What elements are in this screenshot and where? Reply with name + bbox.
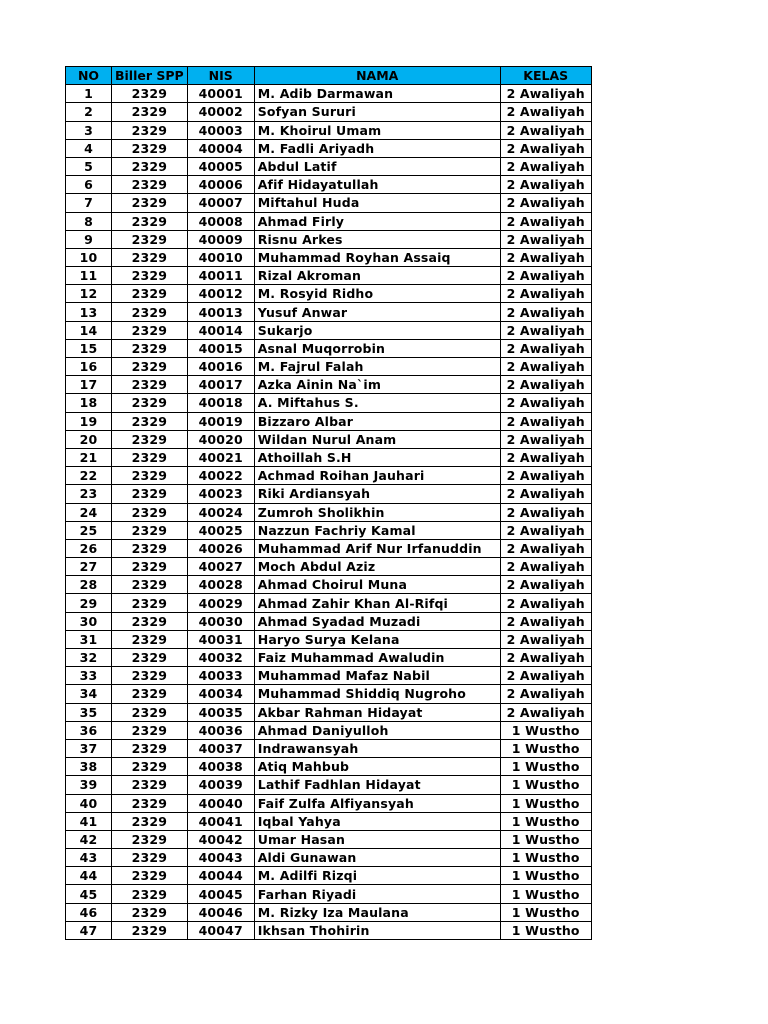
cell-nama: Ahmad Syadad Muzadi <box>254 612 500 630</box>
cell-no: 19 <box>66 412 112 430</box>
cell-nama: Aldi Gunawan <box>254 849 500 867</box>
cell-no: 41 <box>66 812 112 830</box>
cell-nama: Moch Abdul Aziz <box>254 558 500 576</box>
cell-kelas: 2 Awaliyah <box>500 412 591 430</box>
cell-kelas: 2 Awaliyah <box>500 430 591 448</box>
student-table <box>65 66 592 940</box>
cell-no: 30 <box>66 612 112 630</box>
cell-nis: 40028 <box>187 576 254 594</box>
cell-no: 25 <box>66 521 112 539</box>
cell-nis: 40046 <box>187 903 254 921</box>
cell-kelas: 2 Awaliyah <box>500 576 591 594</box>
table-row <box>66 157 592 175</box>
cell-nis: 40013 <box>187 303 254 321</box>
cell-nis: 40043 <box>187 849 254 867</box>
table-row <box>66 558 592 576</box>
cell-no: 29 <box>66 594 112 612</box>
table-row <box>66 248 592 266</box>
cell-nis: 40022 <box>187 467 254 485</box>
cell-kelas: 2 Awaliyah <box>500 630 591 648</box>
cell-nama: Riki Ardiansyah <box>254 485 500 503</box>
cell-no: 16 <box>66 358 112 376</box>
table-row <box>66 485 592 503</box>
cell-biller-spp: 2329 <box>112 412 188 430</box>
cell-nis: 40014 <box>187 321 254 339</box>
cell-no: 8 <box>66 212 112 230</box>
cell-nama: M. Adilfi Rizqi <box>254 867 500 885</box>
table-row <box>66 212 592 230</box>
cell-nama: Umar Hasan <box>254 830 500 848</box>
cell-kelas: 2 Awaliyah <box>500 521 591 539</box>
table-row <box>66 376 592 394</box>
cell-biller-spp: 2329 <box>112 121 188 139</box>
cell-nama: Faif Zulfa Alfiyansyah <box>254 794 500 812</box>
cell-kelas: 2 Awaliyah <box>500 339 591 357</box>
cell-nama: Akbar Rahman Hidayat <box>254 703 500 721</box>
cell-biller-spp: 2329 <box>112 649 188 667</box>
cell-biller-spp: 2329 <box>112 448 188 466</box>
cell-no: 38 <box>66 758 112 776</box>
cell-kelas: 1 Wustho <box>500 885 591 903</box>
cell-nama: Indrawansyah <box>254 739 500 757</box>
cell-no: 21 <box>66 448 112 466</box>
cell-no: 45 <box>66 885 112 903</box>
cell-nama: Sukarjo <box>254 321 500 339</box>
cell-nama: Zumroh Sholikhin <box>254 503 500 521</box>
cell-no: 22 <box>66 467 112 485</box>
cell-kelas: 2 Awaliyah <box>500 703 591 721</box>
table-row <box>66 776 592 794</box>
cell-kelas: 1 Wustho <box>500 921 591 939</box>
cell-no: 5 <box>66 157 112 175</box>
cell-no: 39 <box>66 776 112 794</box>
cell-biller-spp: 2329 <box>112 521 188 539</box>
table-row <box>66 830 592 848</box>
cell-nis: 40032 <box>187 649 254 667</box>
table-row <box>66 430 592 448</box>
cell-biller-spp: 2329 <box>112 812 188 830</box>
cell-nis: 40026 <box>187 539 254 557</box>
cell-biller-spp: 2329 <box>112 685 188 703</box>
cell-nis: 40030 <box>187 612 254 630</box>
cell-no: 23 <box>66 485 112 503</box>
cell-nis: 40019 <box>187 412 254 430</box>
table-row <box>66 594 592 612</box>
table-row <box>66 521 592 539</box>
cell-kelas: 2 Awaliyah <box>500 157 591 175</box>
cell-nis: 40033 <box>187 667 254 685</box>
cell-biller-spp: 2329 <box>112 358 188 376</box>
cell-kelas: 2 Awaliyah <box>500 467 591 485</box>
cell-biller-spp: 2329 <box>112 321 188 339</box>
cell-biller-spp: 2329 <box>112 849 188 867</box>
cell-nis: 40029 <box>187 594 254 612</box>
cell-nis: 40009 <box>187 230 254 248</box>
cell-no: 33 <box>66 667 112 685</box>
table-row <box>66 358 592 376</box>
cell-nama: Ahmad Zahir Khan Al-Rifqi <box>254 594 500 612</box>
header-nis: NIS <box>187 67 254 85</box>
cell-nama: Athoillah S.H <box>254 448 500 466</box>
cell-nama: Iqbal Yahya <box>254 812 500 830</box>
cell-kelas: 2 Awaliyah <box>500 321 591 339</box>
cell-nama: Atiq Mahbub <box>254 758 500 776</box>
cell-nama: A. Miftahus S. <box>254 394 500 412</box>
cell-nama: M. Fajrul Falah <box>254 358 500 376</box>
cell-nama: M. Adib Darmawan <box>254 85 500 103</box>
cell-biller-spp: 2329 <box>112 248 188 266</box>
cell-kelas: 2 Awaliyah <box>500 358 591 376</box>
cell-kelas: 2 Awaliyah <box>500 612 591 630</box>
cell-kelas: 2 Awaliyah <box>500 503 591 521</box>
cell-nis: 40025 <box>187 521 254 539</box>
header-nama: NAMA <box>254 67 500 85</box>
cell-kelas: 1 Wustho <box>500 812 591 830</box>
cell-nama: Muhammad Arif Nur Irfanuddin <box>254 539 500 557</box>
cell-biller-spp: 2329 <box>112 630 188 648</box>
cell-kelas: 2 Awaliyah <box>500 139 591 157</box>
table-body <box>66 85 592 940</box>
cell-kelas: 2 Awaliyah <box>500 448 591 466</box>
cell-nis: 40018 <box>187 394 254 412</box>
cell-biller-spp: 2329 <box>112 267 188 285</box>
header-row <box>66 67 592 85</box>
cell-no: 10 <box>66 248 112 266</box>
cell-kelas: 1 Wustho <box>500 794 591 812</box>
cell-no: 1 <box>66 85 112 103</box>
cell-biller-spp: 2329 <box>112 467 188 485</box>
cell-no: 20 <box>66 430 112 448</box>
cell-nama: Nazzun Fachriy Kamal <box>254 521 500 539</box>
cell-kelas: 2 Awaliyah <box>500 394 591 412</box>
table-row <box>66 539 592 557</box>
cell-nama: Afif Hidayatullah <box>254 176 500 194</box>
cell-biller-spp: 2329 <box>112 230 188 248</box>
cell-nis: 40005 <box>187 157 254 175</box>
cell-nis: 40024 <box>187 503 254 521</box>
cell-nis: 40004 <box>187 139 254 157</box>
cell-nama: Ahmad Daniyulloh <box>254 721 500 739</box>
cell-nis: 40010 <box>187 248 254 266</box>
cell-no: 35 <box>66 703 112 721</box>
cell-nis: 40001 <box>187 85 254 103</box>
table-row <box>66 267 592 285</box>
cell-no: 18 <box>66 394 112 412</box>
cell-kelas: 2 Awaliyah <box>500 649 591 667</box>
cell-biller-spp: 2329 <box>112 594 188 612</box>
table-row <box>66 758 592 776</box>
cell-nama: Muhammad Mafaz Nabil <box>254 667 500 685</box>
cell-nis: 40007 <box>187 194 254 212</box>
cell-kelas: 1 Wustho <box>500 830 591 848</box>
cell-no: 28 <box>66 576 112 594</box>
cell-nama: Risnu Arkes <box>254 230 500 248</box>
cell-kelas: 2 Awaliyah <box>500 176 591 194</box>
cell-nis: 40041 <box>187 812 254 830</box>
cell-no: 42 <box>66 830 112 848</box>
cell-no: 7 <box>66 194 112 212</box>
header-biller-spp: Biller SPP <box>112 67 188 85</box>
cell-nama: Ahmad Firly <box>254 212 500 230</box>
table-row <box>66 703 592 721</box>
cell-nama: Sofyan Sururi <box>254 103 500 121</box>
cell-no: 36 <box>66 721 112 739</box>
cell-nis: 40034 <box>187 685 254 703</box>
cell-biller-spp: 2329 <box>112 376 188 394</box>
cell-kelas: 1 Wustho <box>500 758 591 776</box>
table-row <box>66 321 592 339</box>
cell-biller-spp: 2329 <box>112 794 188 812</box>
table-row <box>66 412 592 430</box>
cell-biller-spp: 2329 <box>112 85 188 103</box>
cell-kelas: 2 Awaliyah <box>500 248 591 266</box>
cell-no: 15 <box>66 339 112 357</box>
cell-nis: 40020 <box>187 430 254 448</box>
cell-no: 13 <box>66 303 112 321</box>
cell-nis: 40031 <box>187 630 254 648</box>
cell-nama: Bizzaro Albar <box>254 412 500 430</box>
cell-nis: 40021 <box>187 448 254 466</box>
cell-nama: Farhan Riyadi <box>254 885 500 903</box>
cell-nama: Lathif Fadhlan Hidayat <box>254 776 500 794</box>
cell-nis: 40003 <box>187 121 254 139</box>
table-row <box>66 685 592 703</box>
cell-biller-spp: 2329 <box>112 194 188 212</box>
cell-no: 6 <box>66 176 112 194</box>
cell-biller-spp: 2329 <box>112 830 188 848</box>
cell-no: 9 <box>66 230 112 248</box>
cell-biller-spp: 2329 <box>112 776 188 794</box>
header-kelas: KELAS <box>500 67 591 85</box>
cell-kelas: 2 Awaliyah <box>500 685 591 703</box>
cell-nama: M. Rosyid Ridho <box>254 285 500 303</box>
cell-kelas: 2 Awaliyah <box>500 539 591 557</box>
table-row <box>66 230 592 248</box>
cell-biller-spp: 2329 <box>112 867 188 885</box>
cell-kelas: 2 Awaliyah <box>500 558 591 576</box>
table-row <box>66 176 592 194</box>
cell-nis: 40042 <box>187 830 254 848</box>
cell-kelas: 2 Awaliyah <box>500 667 591 685</box>
cell-nama: Ikhsan Thohirin <box>254 921 500 939</box>
table-row <box>66 576 592 594</box>
cell-kelas: 1 Wustho <box>500 739 591 757</box>
cell-nis: 40037 <box>187 739 254 757</box>
cell-kelas: 2 Awaliyah <box>500 594 591 612</box>
cell-kelas: 1 Wustho <box>500 849 591 867</box>
cell-nis: 40008 <box>187 212 254 230</box>
cell-biller-spp: 2329 <box>112 157 188 175</box>
cell-biller-spp: 2329 <box>112 394 188 412</box>
cell-nis: 40017 <box>187 376 254 394</box>
cell-biller-spp: 2329 <box>112 212 188 230</box>
cell-nis: 40011 <box>187 267 254 285</box>
cell-kelas: 2 Awaliyah <box>500 212 591 230</box>
cell-no: 24 <box>66 503 112 521</box>
cell-nama: Muhammad Royhan Assaiq <box>254 248 500 266</box>
cell-kelas: 2 Awaliyah <box>500 303 591 321</box>
cell-nama: M. Rizky Iza Maulana <box>254 903 500 921</box>
cell-no: 17 <box>66 376 112 394</box>
table-row <box>66 794 592 812</box>
table-row <box>66 394 592 412</box>
table-row <box>66 812 592 830</box>
cell-no: 14 <box>66 321 112 339</box>
cell-nama: Ahmad Choirul Muna <box>254 576 500 594</box>
cell-nis: 40047 <box>187 921 254 939</box>
cell-biller-spp: 2329 <box>112 285 188 303</box>
table-row <box>66 867 592 885</box>
table-row <box>66 630 592 648</box>
cell-nis: 40045 <box>187 885 254 903</box>
cell-nama: M. Khoirul Umam <box>254 121 500 139</box>
cell-nis: 40036 <box>187 721 254 739</box>
cell-nis: 40035 <box>187 703 254 721</box>
cell-biller-spp: 2329 <box>112 921 188 939</box>
cell-nis: 40038 <box>187 758 254 776</box>
table-row <box>66 85 592 103</box>
cell-biller-spp: 2329 <box>112 758 188 776</box>
cell-nis: 40012 <box>187 285 254 303</box>
cell-kelas: 2 Awaliyah <box>500 267 591 285</box>
cell-nama: Achmad Roihan Jauhari <box>254 467 500 485</box>
cell-no: 3 <box>66 121 112 139</box>
table-row <box>66 649 592 667</box>
table-row <box>66 503 592 521</box>
cell-biller-spp: 2329 <box>112 721 188 739</box>
cell-no: 43 <box>66 849 112 867</box>
table-row <box>66 121 592 139</box>
cell-nama: M. Fadli Ariyadh <box>254 139 500 157</box>
cell-nis: 40023 <box>187 485 254 503</box>
cell-no: 4 <box>66 139 112 157</box>
cell-kelas: 2 Awaliyah <box>500 230 591 248</box>
cell-nama: Abdul Latif <box>254 157 500 175</box>
cell-nis: 40039 <box>187 776 254 794</box>
table-row <box>66 303 592 321</box>
table-row <box>66 739 592 757</box>
cell-nama: Yusuf Anwar <box>254 303 500 321</box>
cell-nis: 40027 <box>187 558 254 576</box>
table-row <box>66 849 592 867</box>
cell-biller-spp: 2329 <box>112 612 188 630</box>
cell-no: 2 <box>66 103 112 121</box>
cell-biller-spp: 2329 <box>112 576 188 594</box>
cell-nama: Miftahul Huda <box>254 194 500 212</box>
table-row <box>66 921 592 939</box>
cell-nis: 40040 <box>187 794 254 812</box>
cell-biller-spp: 2329 <box>112 176 188 194</box>
cell-no: 12 <box>66 285 112 303</box>
cell-nama: Azka Ainin Na`im <box>254 376 500 394</box>
cell-no: 31 <box>66 630 112 648</box>
table-row <box>66 194 592 212</box>
cell-kelas: 1 Wustho <box>500 721 591 739</box>
cell-nama: Muhammad Shiddiq Nugroho <box>254 685 500 703</box>
cell-no: 37 <box>66 739 112 757</box>
cell-biller-spp: 2329 <box>112 667 188 685</box>
table-row <box>66 667 592 685</box>
cell-no: 27 <box>66 558 112 576</box>
header-no: NO <box>66 67 112 85</box>
table-row <box>66 103 592 121</box>
cell-nis: 40044 <box>187 867 254 885</box>
table-row <box>66 285 592 303</box>
table-row <box>66 612 592 630</box>
cell-nis: 40015 <box>187 339 254 357</box>
cell-biller-spp: 2329 <box>112 503 188 521</box>
cell-kelas: 1 Wustho <box>500 776 591 794</box>
table-row <box>66 448 592 466</box>
table-row <box>66 339 592 357</box>
cell-kelas: 2 Awaliyah <box>500 285 591 303</box>
cell-biller-spp: 2329 <box>112 103 188 121</box>
table-row <box>66 903 592 921</box>
cell-biller-spp: 2329 <box>112 485 188 503</box>
cell-nis: 40016 <box>187 358 254 376</box>
cell-nis: 40006 <box>187 176 254 194</box>
cell-kelas: 2 Awaliyah <box>500 485 591 503</box>
cell-nama: Wildan Nurul Anam <box>254 430 500 448</box>
table-row <box>66 721 592 739</box>
cell-biller-spp: 2329 <box>112 903 188 921</box>
cell-biller-spp: 2329 <box>112 703 188 721</box>
cell-biller-spp: 2329 <box>112 339 188 357</box>
cell-nis: 40002 <box>187 103 254 121</box>
cell-kelas: 2 Awaliyah <box>500 103 591 121</box>
cell-biller-spp: 2329 <box>112 739 188 757</box>
cell-biller-spp: 2329 <box>112 430 188 448</box>
cell-biller-spp: 2329 <box>112 303 188 321</box>
cell-nama: Rizal Akroman <box>254 267 500 285</box>
cell-no: 47 <box>66 921 112 939</box>
table-row <box>66 139 592 157</box>
cell-no: 11 <box>66 267 112 285</box>
cell-biller-spp: 2329 <box>112 558 188 576</box>
cell-kelas: 2 Awaliyah <box>500 85 591 103</box>
table-row <box>66 885 592 903</box>
cell-biller-spp: 2329 <box>112 139 188 157</box>
cell-biller-spp: 2329 <box>112 885 188 903</box>
cell-biller-spp: 2329 <box>112 539 188 557</box>
cell-no: 44 <box>66 867 112 885</box>
cell-nama: Faiz Muhammad Awaludin <box>254 649 500 667</box>
cell-no: 46 <box>66 903 112 921</box>
cell-kelas: 1 Wustho <box>500 903 591 921</box>
cell-kelas: 2 Awaliyah <box>500 376 591 394</box>
cell-no: 34 <box>66 685 112 703</box>
cell-kelas: 1 Wustho <box>500 867 591 885</box>
cell-no: 26 <box>66 539 112 557</box>
cell-no: 40 <box>66 794 112 812</box>
table-row <box>66 467 592 485</box>
cell-kelas: 2 Awaliyah <box>500 121 591 139</box>
cell-no: 32 <box>66 649 112 667</box>
cell-nama: Haryo Surya Kelana <box>254 630 500 648</box>
cell-kelas: 2 Awaliyah <box>500 194 591 212</box>
cell-nama: Asnal Muqorrobin <box>254 339 500 357</box>
